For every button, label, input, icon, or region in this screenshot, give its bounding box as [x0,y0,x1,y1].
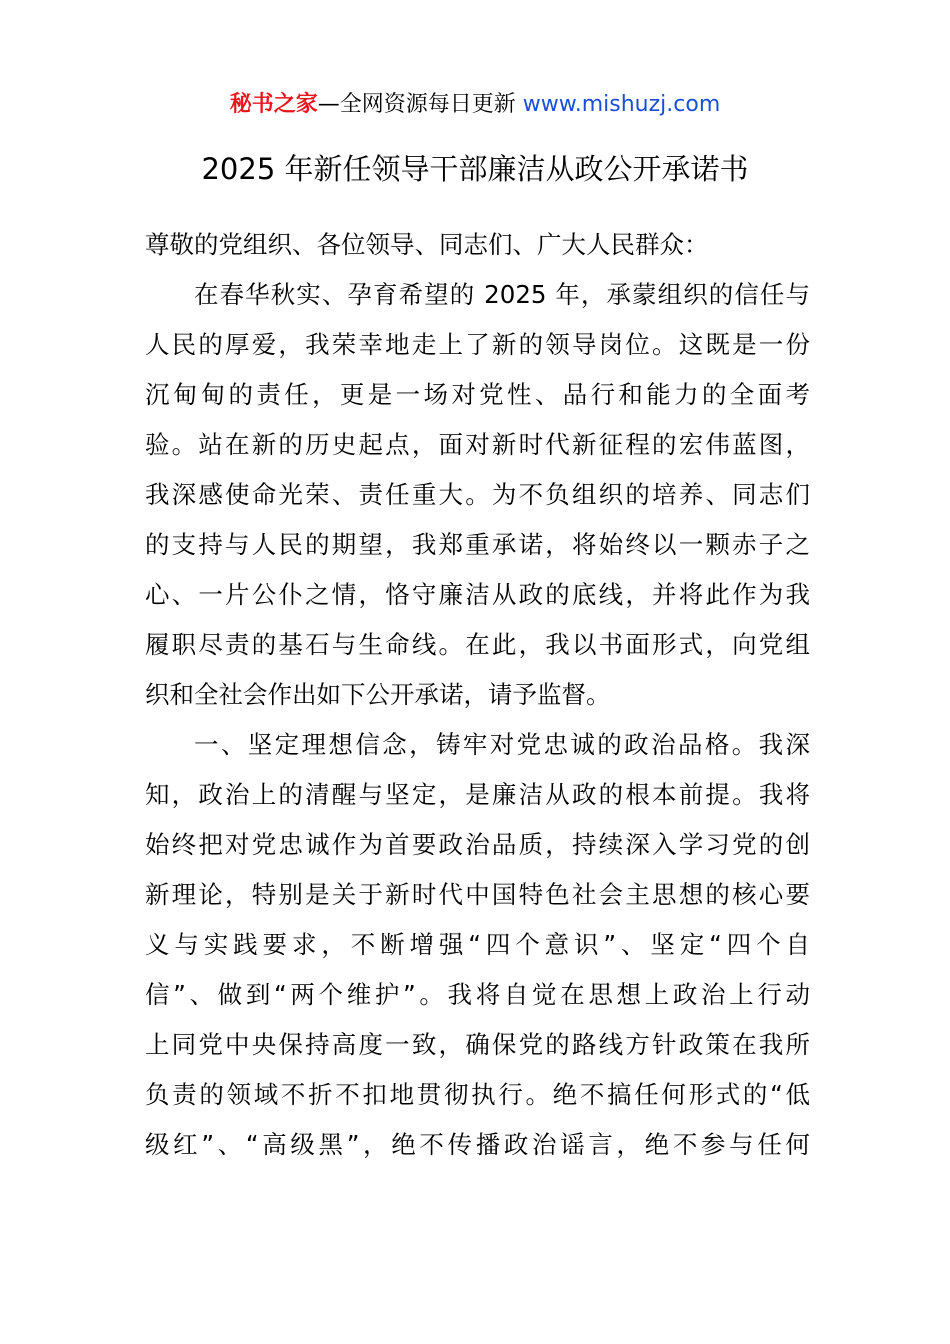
salutation: 尊敬的党组织、各位领导、同志们、广大人民群众： [145,230,709,259]
paragraph-line: 始终把对党忠诚作为首要政治品质，持续深入学习党的创 [145,830,810,859]
site-url-link[interactable]: www.mishuzj.com [522,92,721,117]
paragraph-line: 级红”、“高级黑”，绝不传播政治谣言，绝不参与任何 [145,1130,810,1159]
paragraph-line: 我深感使命光荣、责任重大。为不负组织的培养、同志们 [145,480,810,509]
document-title: 2025 年新任领导干部廉洁从政公开承诺书 [201,152,749,186]
paragraph-line: 知，政治上的清醒与坚定，是廉洁从政的根本前提。我将 [145,780,810,809]
header-tagline: —全网资源每日更新 [317,92,516,117]
paragraph-line: 人民的厚爱，我荣幸地走上了新的领导岗位。这既是一份 [145,330,810,359]
paragraph-line: 在春华秋实、孕育希望的 2025 年，承蒙组织的信任与 [194,280,810,309]
paragraph-line: 上同党中央保持高度一致，确保党的路线方针政策在我所 [145,1030,810,1059]
paragraph-line: 信”、做到“两个维护”。我将自觉在思想上政治上行动 [145,980,810,1009]
paragraph-line: 织和全社会作出如下公开承诺，请予监督。 [145,680,611,709]
paragraph-line: 义与实践要求，不断增强“四个意识”、坚定“四个自 [145,930,810,959]
site-header [0,88,950,122]
document-body [145,220,810,1170]
paragraph-line: 验。站在新的历史起点，面对新时代新征程的宏伟蓝图， [145,430,810,459]
paragraph-line: 履职尽责的基石与生命线。在此，我以书面形式，向党组 [145,630,810,659]
paragraph-line: 沉甸甸的责任，更是一场对党性、品行和能力的全面考 [145,380,810,409]
paragraph-line: 一、坚定理想信念，铸牢对党忠诚的政治品格。我深 [194,730,810,759]
paragraph-line: 心、一片公仆之情，恪守廉洁从政的底线，并将此作为我 [145,580,810,609]
brand-name: 秘书之家 [229,92,318,117]
paragraph-2 [145,720,810,1170]
paragraph-line: 负责的领域不折不扣地贯彻执行。绝不搞任何形式的“低 [145,1080,810,1109]
paragraph-line: 新理论，特别是关于新时代中国特色社会主思想的核心要 [145,880,810,909]
paragraph-1 [145,270,810,720]
paragraph-line: 的支持与人民的期望，我郑重承诺，将始终以一颗赤子之 [145,530,810,559]
